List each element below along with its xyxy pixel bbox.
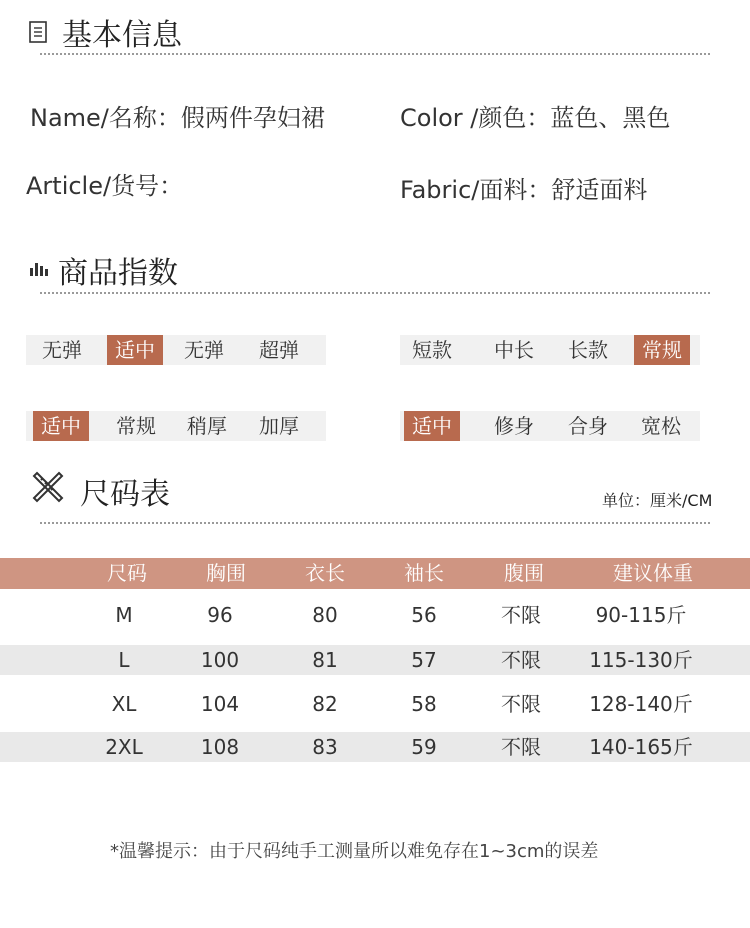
index-option: 加厚	[259, 414, 299, 438]
table-cell: 81	[312, 648, 338, 672]
index-option: 合身	[568, 414, 608, 438]
size-table-header	[0, 558, 750, 589]
fabric-value: 舒适面料	[551, 176, 648, 204]
measurement-note: *温馨提示：由于尺码纯手工测量所以难免存在1~3cm的误差	[110, 841, 599, 862]
index-option: 长款	[568, 338, 608, 362]
table-cell: M	[115, 603, 133, 627]
index-option: 超弹	[259, 338, 299, 362]
table-cell: 不限	[501, 692, 541, 716]
table-cell: 100	[200, 648, 240, 672]
index-option: 中长	[494, 338, 534, 362]
header-cell: 衣长	[305, 561, 345, 585]
name-label: Name/名称：	[30, 104, 181, 132]
table-cell: 104	[200, 692, 240, 716]
table-cell: 82	[312, 692, 338, 716]
table-cell: 不限	[501, 648, 541, 672]
table-cell: 57	[411, 648, 437, 672]
color-label: Color /颜色：	[400, 104, 551, 132]
index-option: 无弹	[184, 338, 224, 362]
table-cell: 不限	[501, 735, 541, 759]
table-cell: 58	[411, 692, 437, 716]
table-cell: 80	[312, 603, 338, 627]
table-cell: 90-115斤	[595, 603, 687, 627]
table-cell: 2XL	[105, 735, 143, 759]
table-row	[0, 600, 750, 630]
index-bar-length	[400, 335, 700, 365]
document-icon	[28, 20, 50, 44]
table-cell: 96	[207, 603, 233, 627]
index-bar-fit	[400, 411, 700, 441]
basic-info-title: 基本信息	[62, 18, 182, 53]
index-bar-elasticity	[26, 335, 326, 365]
fabric-row	[400, 170, 647, 205]
table-row	[0, 689, 750, 719]
divider	[40, 522, 710, 524]
header-cell: 腹围	[504, 561, 544, 585]
index-option: 修身	[494, 414, 534, 438]
unit-label: 单位：厘米/CM	[602, 491, 713, 510]
header-cell: 尺码	[107, 561, 147, 585]
color-row	[400, 98, 670, 133]
color-value: 蓝色、黑色	[550, 104, 671, 132]
table-cell: 56	[411, 603, 437, 627]
divider	[40, 53, 710, 55]
product-index-title: 商品指数	[58, 256, 178, 291]
index-option-selected: 适中	[404, 411, 460, 441]
index-option-selected: 适中	[33, 411, 89, 441]
name-value: 假两件孕妇裙	[180, 104, 325, 132]
fabric-label: Fabric/面料：	[400, 176, 552, 204]
table-cell: 不限	[501, 603, 541, 627]
article-label: Article/货号：	[26, 172, 184, 200]
table-cell: 140-165斤	[589, 735, 693, 759]
header-cell: 袖长	[404, 561, 444, 585]
bar-chart-icon	[30, 260, 48, 276]
index-option: 常规	[116, 414, 156, 438]
table-cell: L	[118, 648, 130, 672]
table-cell: 115-130斤	[589, 648, 693, 672]
table-row	[0, 732, 750, 762]
index-bar-thickness	[26, 411, 326, 441]
table-cell: 128-140斤	[589, 692, 693, 716]
index-option: 宽松	[641, 414, 681, 438]
index-option-selected: 适中	[107, 335, 163, 365]
table-cell: 83	[312, 735, 338, 759]
index-option: 稍厚	[187, 414, 227, 438]
name-row	[30, 98, 325, 133]
header-cell: 胸围	[206, 561, 246, 585]
table-cell: XL	[111, 692, 137, 716]
divider	[40, 292, 710, 294]
article-row	[26, 166, 183, 201]
index-option-selected: 常规	[634, 335, 690, 365]
ruler-pencil-icon	[32, 471, 64, 503]
table-row	[0, 645, 750, 675]
size-chart-title: 尺码表	[80, 477, 170, 512]
header-cell: 建议体重	[613, 561, 693, 585]
index-option: 无弹	[42, 338, 82, 362]
table-cell: 108	[200, 735, 240, 759]
table-cell: 59	[411, 735, 437, 759]
index-option: 短款	[412, 338, 452, 362]
